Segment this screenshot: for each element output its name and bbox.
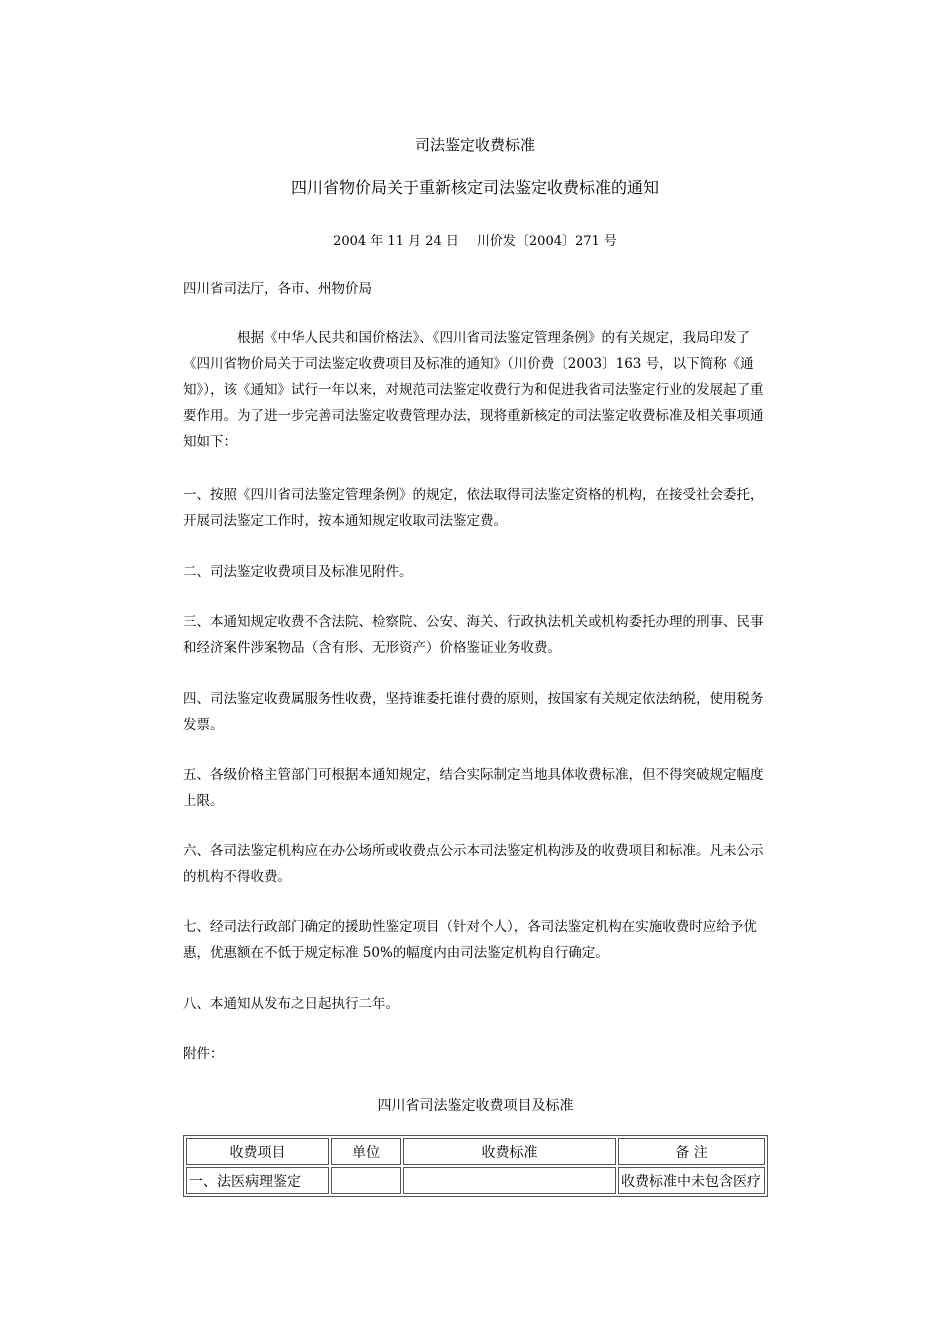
- clause-1: 一、按照《四川省司法鉴定管理条例》的规定，依法取得司法鉴定资格的机构，在接受社会委托，开展司法鉴定工作时，按本通知规定收取司法鉴定费。: [183, 487, 764, 529]
- clause-6: 六、各司法鉴定机构应在办公场所或收费点公示本司法鉴定机构涉及的收费项目和标准。凡未公示的机构不得收费。: [183, 843, 764, 885]
- table-row: [186, 1167, 765, 1194]
- cell-unit: [331, 1167, 401, 1194]
- notice-title: 四川省物价局关于重新核定司法鉴定收费标准的通知: [290, 178, 659, 197]
- clause-5: 五、各级价格主管部门可根据本通知规定，结合实际制定当地具体收费标准，但不得突破规定幅度上限。: [183, 767, 764, 809]
- clause-4: 四、司法鉴定收费属服务性收费，坚持谁委托谁付费的原则，按国家有关规定依法纳税，使用税务发票。: [183, 691, 764, 733]
- fee-table: [183, 1135, 768, 1197]
- header-unit: 单位: [331, 1138, 401, 1165]
- intro-paragraph: 根据《中华人民共和国价格法》、《四川省司法鉴定管理条例》的有关规定，我局印发了《四川省物价局关于司法鉴定收费项目及标准的通知》（川价费〔2003〕163 号，以下简称《通知》），该《通知》试行一年以来，对规范司法鉴定收费行为和促进我省司法鉴定行业的发展起了重要作用。为了进一步完善司法鉴定收费管理办法，现将重新核定的司法鉴定收费标准及相关事项通知如下：: [183, 330, 764, 450]
- document-number: 川价发〔2004〕271 号: [476, 234, 617, 249]
- attachment-label: 附件：: [183, 1046, 224, 1062]
- clause-2: 二、司法鉴定收费项目及标准见附件。: [183, 564, 413, 580]
- cell-remarks: 收费标准中未包含医疗: [618, 1167, 765, 1194]
- date-and-number: [0, 230, 950, 249]
- issue-date: 2004 年 11 月 24 日: [333, 234, 459, 249]
- table-header-row: [186, 1138, 765, 1165]
- header-remarks: 备 注: [618, 1138, 765, 1165]
- appendix-title: 四川省司法鉴定收费项目及标准: [377, 1098, 574, 1114]
- header-fee-standard: 收费标准: [403, 1138, 616, 1165]
- clause-7: 七、经司法行政部门确定的援助性鉴定项目（针对个人），各司法鉴定机构在实施收费时应给予优惠，优惠额在不低于规定标准 50%的幅度内由司法鉴定机构自行确定。: [183, 919, 757, 961]
- document-title: 司法鉴定收费标准: [414, 136, 535, 154]
- cell-fee-standard: [403, 1167, 616, 1194]
- clause-8: 八、本通知从发布之日起执行二年。: [183, 996, 399, 1012]
- header-fee-item: 收费项目: [186, 1138, 329, 1165]
- clause-3: 三、本通知规定收费不含法院、检察院、公安、海关、行政执法机关或机构委托办理的刑事、民事和经济案件涉案物品（含有形、无形资产）价格鉴证业务收费。: [183, 614, 764, 656]
- cell-fee-item: 一、法医病理鉴定: [186, 1167, 329, 1194]
- recipient-line: 四川省司法厅，各市、州物价局: [183, 281, 372, 297]
